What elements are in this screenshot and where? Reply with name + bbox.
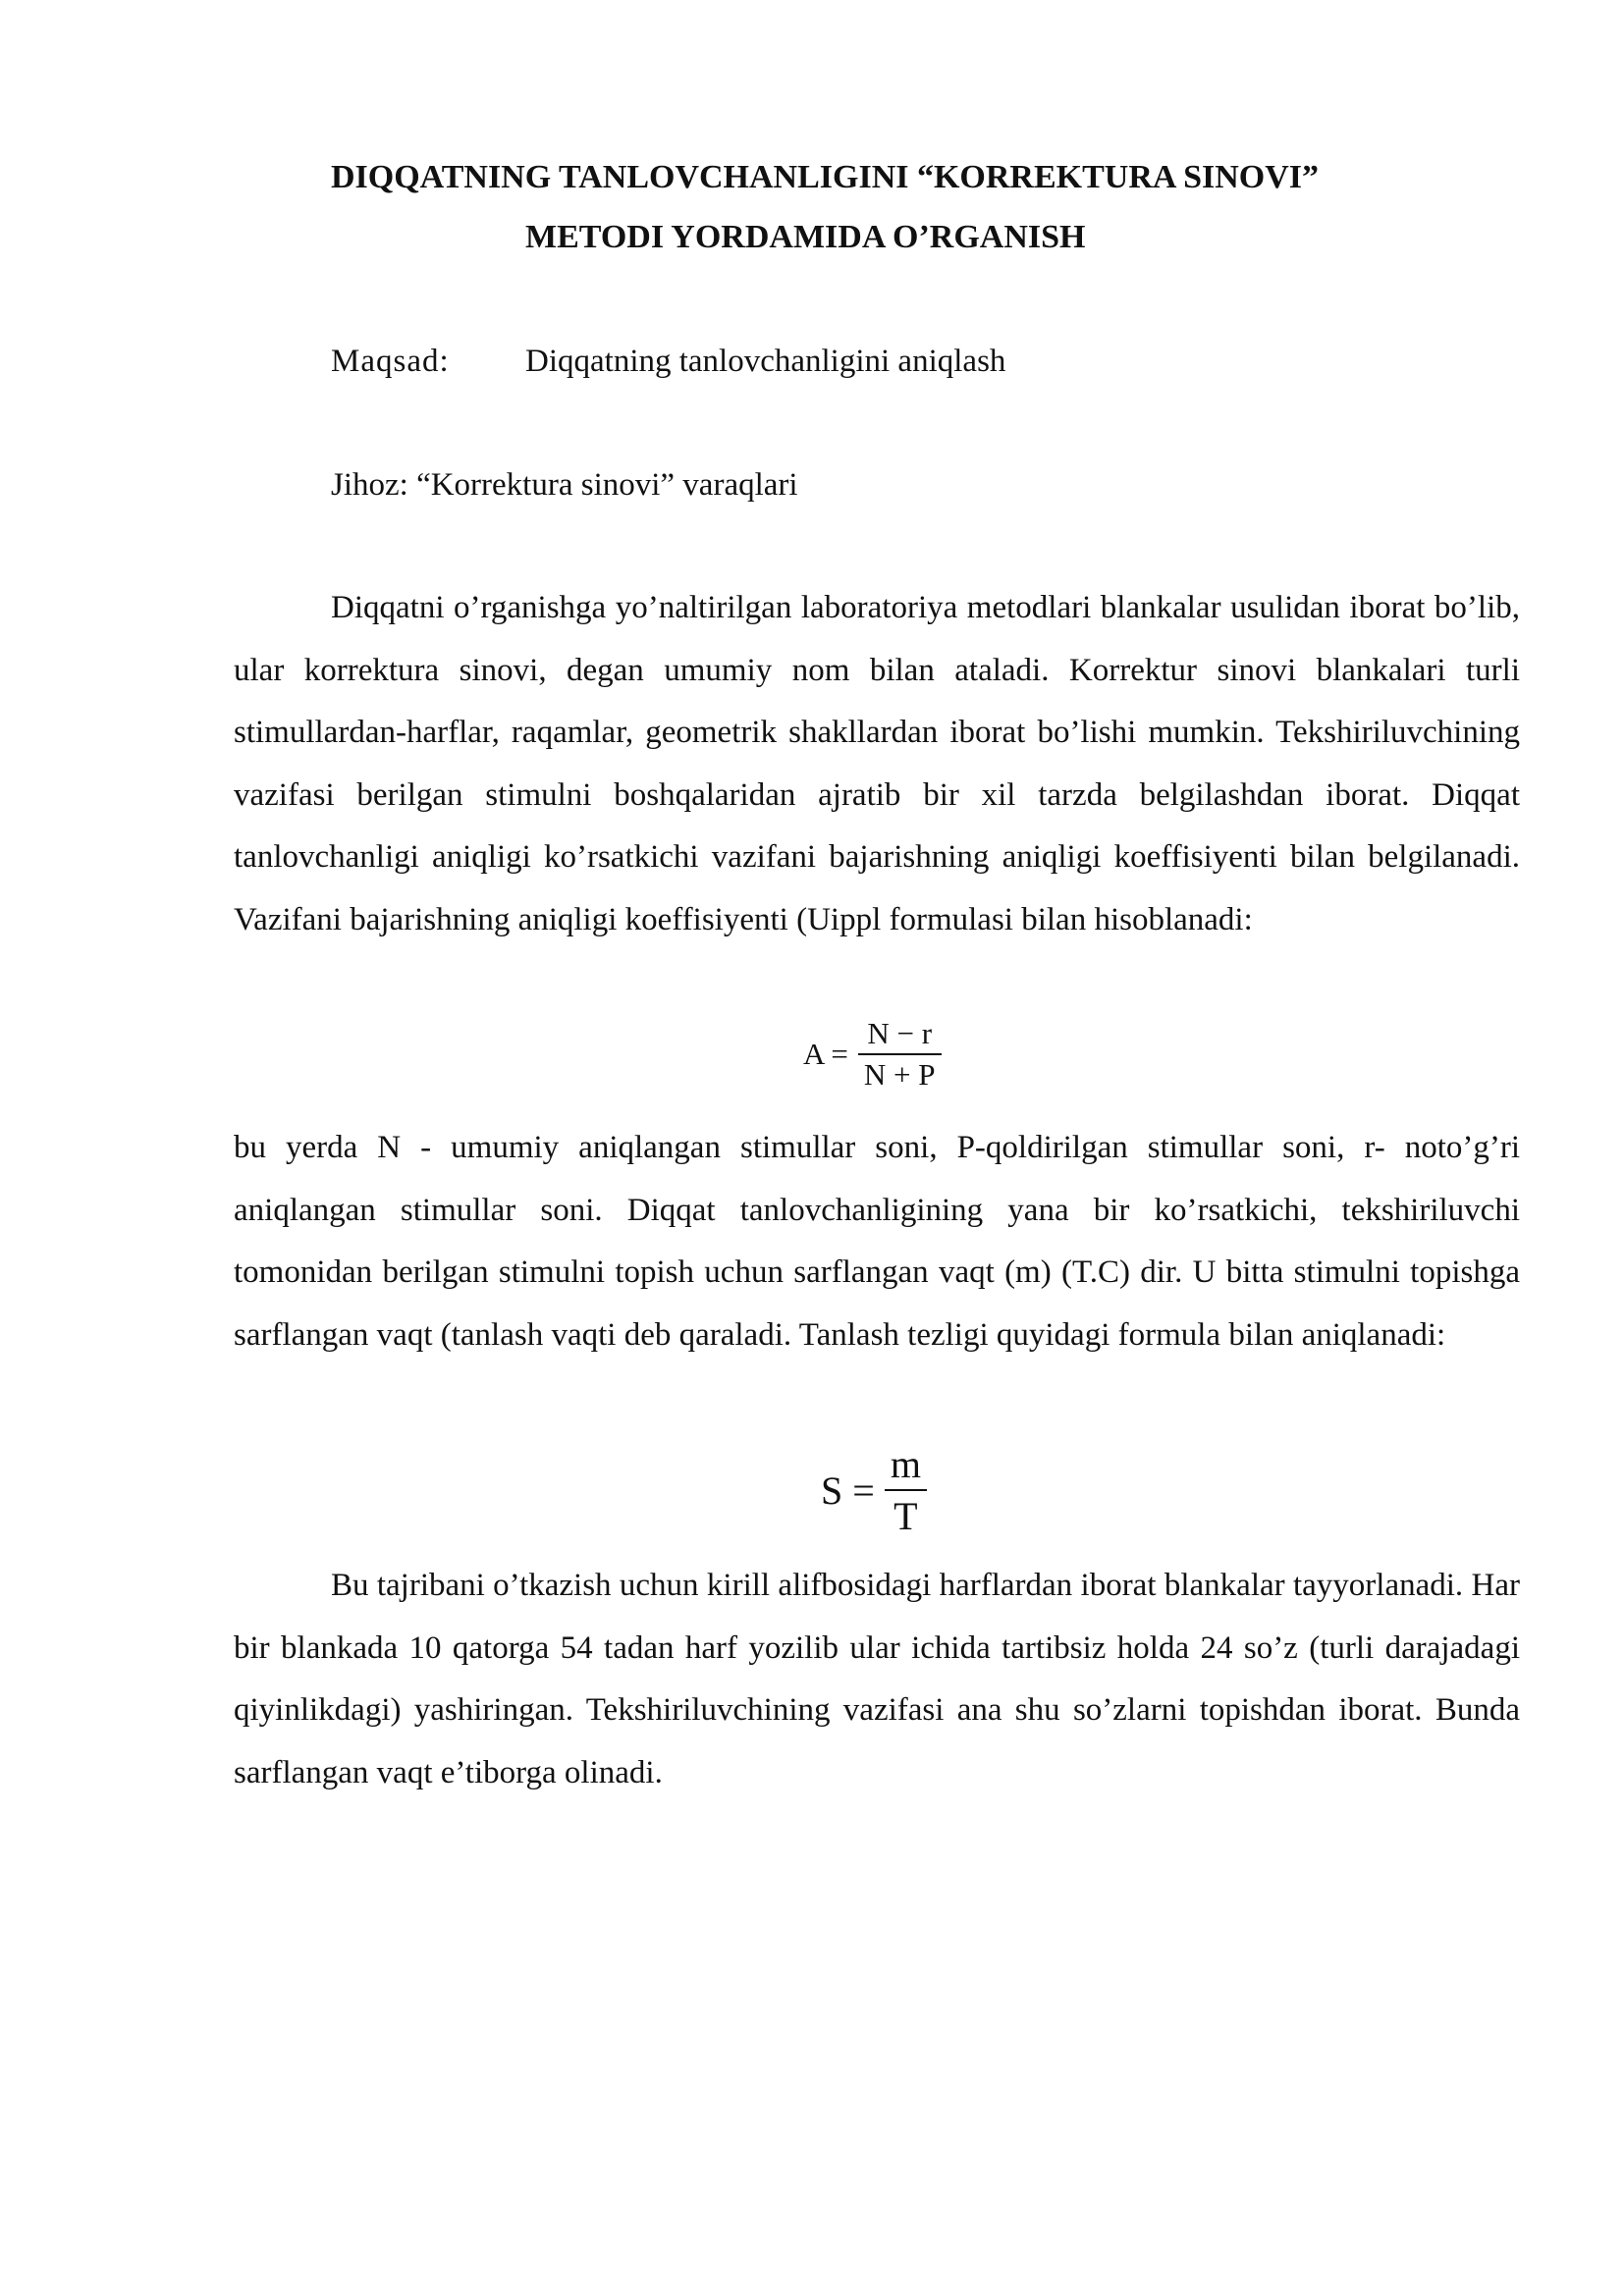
accuracy-formula-lhs: A = xyxy=(803,1037,848,1071)
accuracy-formula-numerator: N − r xyxy=(867,1016,933,1050)
accuracy-formula-denominator: N + P xyxy=(863,1057,936,1092)
paragraph-intro xyxy=(234,577,1520,951)
paragraph-definitions xyxy=(234,1117,1520,1366)
maqsad-label: Maqsad: xyxy=(331,344,450,379)
jihoz-line: Jihoz: “Korrektura sinovi” varaqlari xyxy=(331,467,798,503)
speed-formula-lhs: S = xyxy=(821,1468,875,1513)
paragraph-intro-text: Diqqatni o’rganishga yo’naltirilgan laboratoriya metodlari blankalar usulidan iborat bo’lib, ular korrektura sinovi, degan umumiy nom bilan ataladi. Korrektur sinovi blankalari turli stimullardan-harflar, raqamlar, geometrik shakllardan iborat bo’lishi mumkin. Tekshiriluvchining vazifasi berilgan stimulni boshqalaridan ajratib bir xil tarzda belgilashdan iborat. Diqqat tanlovchanligi aniqligi ko’rsatkichi vazifani bajarishning aniqligi koeffisiyenti bilan belgilanadi. Vazifani bajarishning aniqligi koeffisiyenti (Uippl formulasi bilan hisoblanadi: xyxy=(234,590,1520,937)
accuracy-formula xyxy=(803,1016,942,1093)
document-title-line-2: METODI YORDAMIDA O’RGANISH xyxy=(525,219,1086,255)
paragraph-procedure xyxy=(234,1555,1520,1804)
speed-formula-fraction xyxy=(885,1441,927,1539)
maqsad-value: Diqqatning tanlovchanligini aniqlash xyxy=(525,344,1006,379)
speed-formula-denominator: T xyxy=(893,1494,918,1538)
paragraph-definitions-text: bu yerda N - umumiy aniqlangan stimullar soni, P-qoldirilgan stimullar soni, r- noto’g’ri aniqlangan stimullar soni. Diqqat tanlovchanligining yana bir ko’rsatkichi, tekshiriluvchi tomonidan berilgan stimulni topish uchun sarflangan vaqt (m) (T.C) dir. U bitta stimulni topishga sarflangan vaqt (tanlash vaqti deb qaraladi. Tanlash tezligi quyidagi formula bilan aniqlanadi: xyxy=(234,1130,1520,1353)
speed-formula xyxy=(821,1441,927,1539)
document-title-line-1: DIQQATNING TANLOVCHANLIGINI “KORREKTURA SINOVI” xyxy=(331,159,1319,195)
speed-formula-numerator: m xyxy=(890,1442,921,1486)
paragraph-procedure-text: Bu tajribani o’tkazish uchun kirill alifbosidagi harflardan iborat blankalar tayyorlanadi. Har bir blankada 10 qatorga 54 tadan harf yozilib ular ichida tartibsiz holda 24 so’z (turli darajadagi qiyinlikdagi) yashiringan. Tekshiriluvchining vazifasi ana shu so’zlarni topishdan iborat. Bunda sarflangan vaqt e’tiborga olinadi. xyxy=(234,1568,1520,1790)
accuracy-formula-fraction xyxy=(858,1016,942,1093)
